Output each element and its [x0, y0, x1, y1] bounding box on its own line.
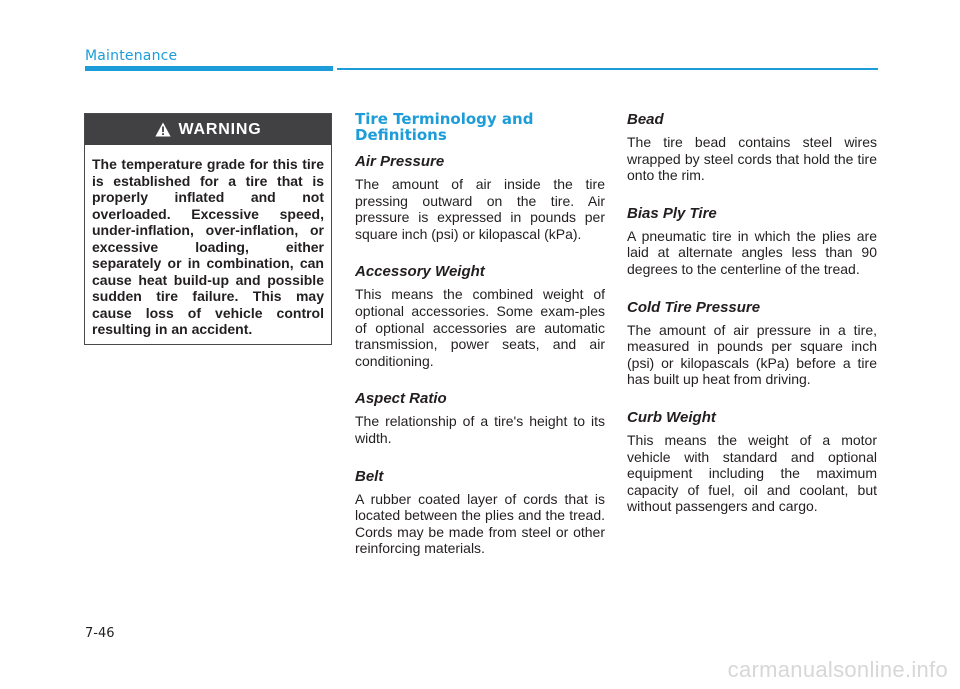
term-definition: The tire bead contains steel wires wrapped by steel cords that hold the tire onto the rim. [627, 134, 877, 184]
term-definition: The relationship of a tire's height to its width. [355, 413, 605, 446]
article-heading-line1: Tire Terminology and [355, 110, 534, 128]
term-title: Air Pressure [355, 153, 445, 170]
term-title: Aspect Ratio [355, 390, 447, 408]
warning-header [85, 114, 331, 145]
article-heading-line2: Definitions [355, 126, 447, 144]
term-definition: The amount of air inside the tire pressing outward on the tire. Air pressure is expressed in pounds per square inch (psi) or kilopascal (kPa). [355, 176, 605, 242]
warning-box [84, 113, 332, 345]
term-title: Bead [627, 111, 664, 128]
term-title: Bias Ply Tire [627, 204, 717, 222]
article-heading [355, 111, 605, 143]
term-definition: A pneumatic tire in which the plies are laid at alternate angles less than 90 degrees to the centerline of the tread. [627, 227, 877, 277]
page-number: 7-46 [85, 626, 115, 641]
term-title: Cold Tire Pressure [627, 298, 761, 316]
header-rule-thick [85, 66, 333, 71]
term-title: Curb Weight [627, 408, 716, 426]
term-title: Belt [355, 467, 384, 485]
warning-triangle-icon [155, 122, 171, 137]
term-definition: This means the combined weight of optional accessories. Some exam-ples of optional accessories are automatic transmission, power seats, and air conditioning. [355, 286, 605, 369]
header-rule-thin [337, 68, 878, 70]
term-definition: A rubber coated layer of cords that is located between the plies and the tread. Cords may be made from steel or other reinforcing materials. [355, 490, 605, 557]
term-definition: This means the weight of a motor vehicle with standard and optional equipment including the maximum capacity of fuel, oil and coolant, but without passengers and cargo. [627, 431, 877, 515]
column-right [627, 111, 877, 536]
watermark: carmanualsonline.info [727, 657, 948, 682]
warning-label: WARNING [178, 120, 262, 138]
warning-text: The temperature grade for this tire is established for a tire that is properly inflated and not overloaded. Excessive speed, under-inflation, over-inflation, or excessive loading, either separately or in combination, can cause heat build-up and possible sudden tire failure. This may cause loss of vehicle control resulting in an accident. [92, 156, 324, 337]
term-title: Accessory Weight [355, 263, 485, 281]
section-title: Maintenance [85, 48, 178, 64]
column-middle [355, 111, 605, 578]
term-definition: The amount of air pressure in a tire, measured in pounds per square inch (psi) or kilopascals (kPa) before a tire has built up heat from driving. [627, 321, 877, 388]
